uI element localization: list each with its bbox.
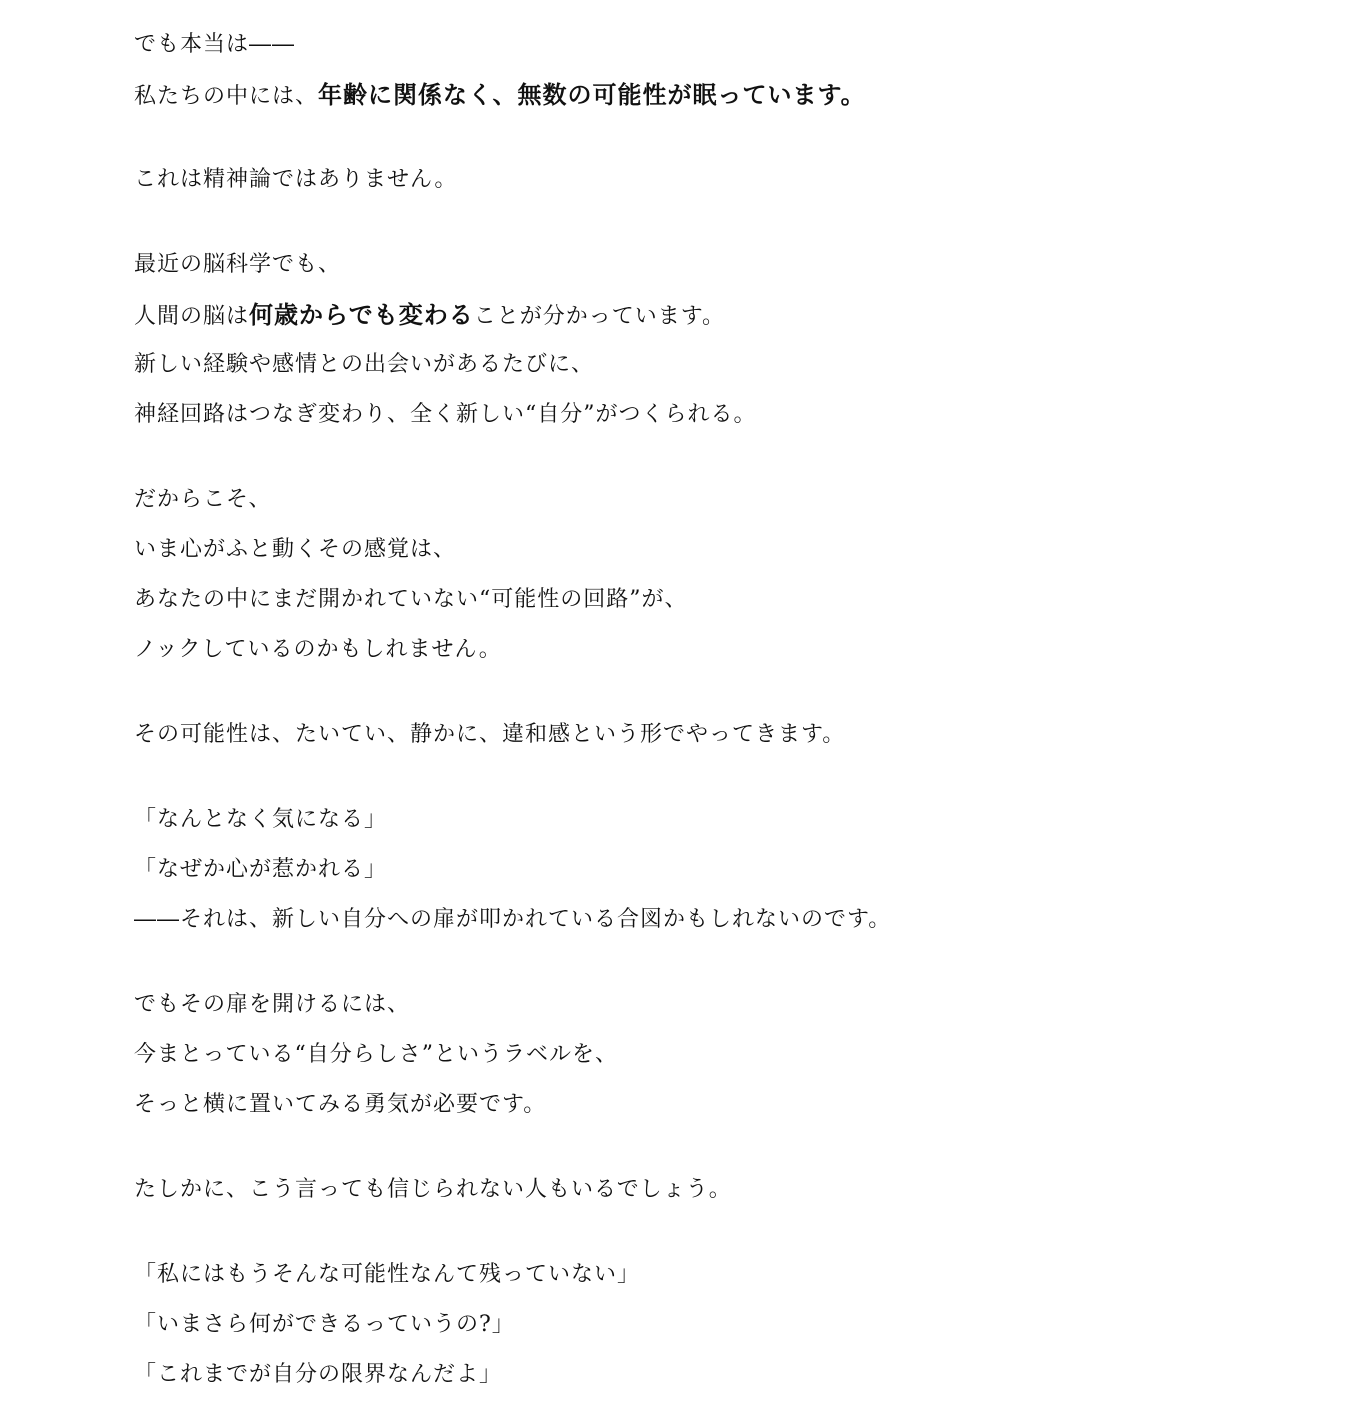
paragraph <box>134 483 1234 667</box>
text-line <box>134 1308 1234 1342</box>
body-text: 「なんとなく気になる」 <box>134 807 388 832</box>
body-text: 「いまさら何ができるっていうの?」 <box>134 1312 515 1337</box>
paragraph-spacer <box>134 953 1234 988</box>
body-text: 私たちの中には、 <box>134 84 319 109</box>
body-text: 「なぜか心が惹かれる」 <box>134 857 388 882</box>
emphasized-text: 何歳からでも変わる <box>249 300 474 329</box>
text-line <box>134 903 1234 937</box>
body-text: 最近の脳科学でも、 <box>134 252 342 277</box>
text-line <box>134 348 1234 382</box>
text-line <box>134 533 1234 567</box>
paragraph <box>134 1173 1234 1207</box>
body-text: 新しい経験や感情との出会いがあるたびに、 <box>134 352 595 377</box>
text-line <box>134 483 1234 517</box>
text-line <box>134 718 1234 752</box>
paragraph <box>134 163 1234 197</box>
paragraph <box>134 988 1234 1122</box>
paragraph-spacer <box>134 1138 1234 1173</box>
paragraph <box>134 1258 1234 1392</box>
text-line <box>134 1038 1234 1072</box>
text-line <box>134 633 1234 667</box>
body-text: そっと横に置いてみる勇気が必要です。 <box>134 1092 547 1117</box>
text-line <box>134 803 1234 837</box>
text-line <box>134 1358 1234 1392</box>
paragraph-spacer <box>134 768 1234 803</box>
paragraph <box>134 248 1234 432</box>
body-text: でもその扉を開けるには、 <box>134 992 411 1017</box>
paragraph-spacer <box>134 128 1234 163</box>
body-text: 「これまでが自分の限界なんだよ」 <box>134 1362 503 1387</box>
emphasized-text: 年齢に関係なく、無数の可能性が眠っています。 <box>318 80 866 109</box>
body-text: 「私にはもうそんな可能性なんて残っていない」 <box>134 1262 641 1287</box>
body-text: でも本当は―― <box>134 32 296 57</box>
paragraph <box>134 28 1234 112</box>
text-line <box>134 988 1234 1022</box>
body-text: 神経回路はつなぎ変わり、全く新しい“自分”がつくられる。 <box>134 402 757 427</box>
text-line <box>134 163 1234 197</box>
body-text: いま心がふと動くその感覚は、 <box>134 537 457 562</box>
text-line <box>134 248 1234 282</box>
body-text: だからこそ、 <box>134 487 272 512</box>
body-text: 人間の脳は <box>134 304 250 329</box>
body-text: 今まとっている“自分らしさ”というラベルを、 <box>134 1042 619 1067</box>
text-line <box>134 583 1234 617</box>
body-text: これは精神論ではありません。 <box>134 167 458 192</box>
body-text: たしかに、こう言っても信じられない人もいるでしょう。 <box>134 1177 732 1202</box>
body-text: ことが分かっています。 <box>473 304 726 329</box>
text-line <box>134 1258 1234 1292</box>
article-body <box>134 28 1234 1408</box>
text-line <box>134 78 1234 112</box>
paragraph-spacer <box>134 683 1234 718</box>
paragraph-spacer <box>134 1223 1234 1258</box>
text-line <box>134 1173 1234 1207</box>
body-text: ノックしているのかもしれません。 <box>134 637 502 662</box>
body-text: ――それは、新しい自分への扉が叩かれている合図かもしれないのです。 <box>134 907 892 932</box>
text-line <box>134 853 1234 887</box>
text-line <box>134 28 1234 62</box>
paragraph-spacer <box>134 213 1234 248</box>
paragraph <box>134 718 1234 752</box>
body-text: あなたの中にまだ開かれていない“可能性の回路”が、 <box>134 587 688 612</box>
paragraph <box>134 803 1234 937</box>
text-line <box>134 1088 1234 1122</box>
body-text: その可能性は、たいてい、静かに、違和感という形でやってきます。 <box>134 722 846 747</box>
text-line <box>134 398 1234 432</box>
text-line <box>134 298 1234 332</box>
paragraph-spacer <box>134 448 1234 483</box>
